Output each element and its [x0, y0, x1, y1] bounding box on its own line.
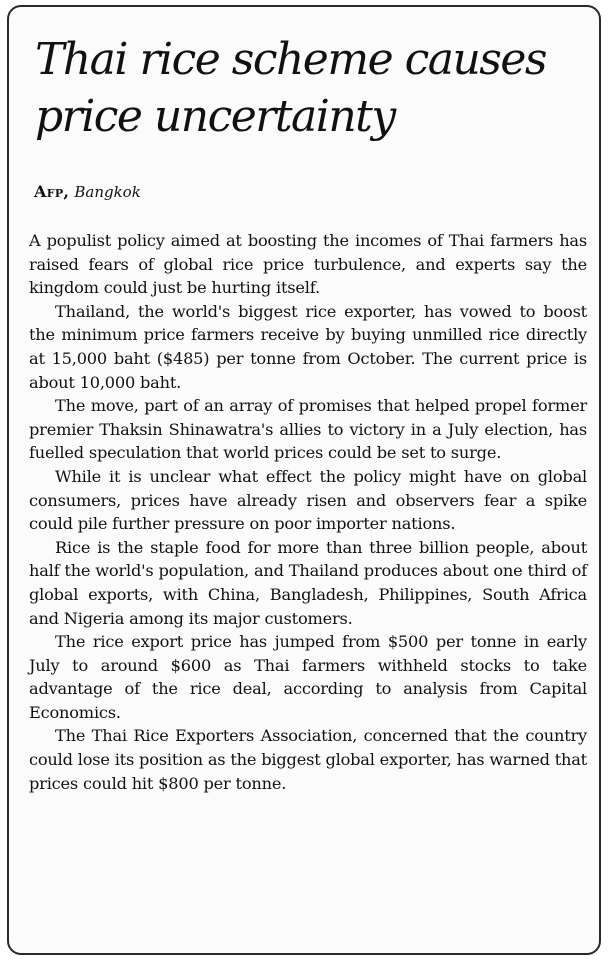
headline: Thai rice scheme causes price uncertainty: [35, 34, 547, 142]
paragraph: While it is unclear what effect the policy might have on global consumers, prices have already risen and observers fear a spike could pile further pressure on poor importer nations.: [29, 466, 587, 534]
article-body: [29, 229, 587, 795]
newspaper-clipping: [7, 5, 601, 955]
paragraph: The move, part of an array of promises that helped propel former premier Thaksin Shinawatra's allies to victory in a July election, has fuelled speculation that world prices could be set to surge.: [29, 396, 587, 463]
byline-agency: Afp,: [34, 182, 70, 201]
paragraph: A populist policy aimed at boosting the incomes of Thai farmers has raised fears of global rice price turbulence, and experts say the kingdom could just be hurting itself.: [29, 231, 587, 298]
paragraph: The rice export price has jumped from $500 per tonne in early July to around $600 as Thai farmers withheld stocks to take advantage of the rice deal, according to analysis from Capital Economics.: [29, 632, 587, 722]
paragraph: Thailand, the world's biggest rice exporter, has vowed to boost the minimum price farmers receive by buying unmilled rice directly at 15,000 baht ($485) per tonne from October. The current price is about 10,000 baht.: [29, 301, 587, 392]
paragraph: Rice is the staple food for more than three billion people, about half the world's population, and Thailand produces about one third of global exports, with China, Bangladesh, Philippines, South Africa and Nigeria among its major customers.: [29, 537, 587, 628]
byline-dateline: Bangkok: [74, 183, 141, 201]
byline: [34, 182, 141, 201]
paragraph: The Thai Rice Exporters Association, concerned that the country could lose its position as the biggest global exporter, has warned that prices could hit $800 per tonne.: [29, 726, 587, 793]
